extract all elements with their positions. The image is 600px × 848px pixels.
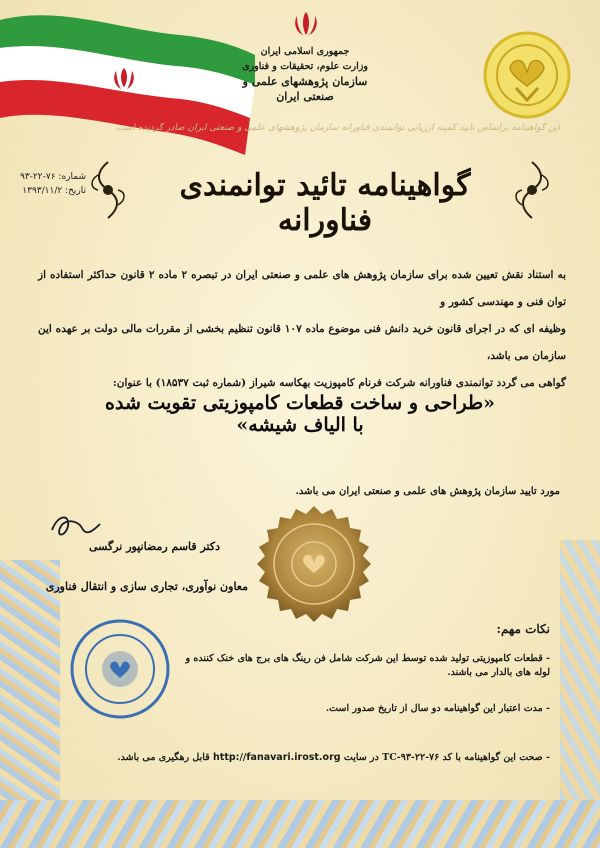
certificate-meta	[6, 170, 86, 198]
signer-title: معاون نوآوری، تجاری سازی و انتقال فناوری	[45, 580, 248, 593]
approval-statement: مورد تایید سازمان پژوهش های علمی و صنعتی ایران می باشد.	[295, 486, 560, 497]
note-item: - قطعات کامپوزیتی تولید شده توسط این شرکت شامل فن رینگ های برج های خنک کننده و لوله های بالدار می باشند.	[185, 653, 550, 678]
body-paragraph-1: به استناد نقش تعیین شده برای سازمان پژوهش های علمی و صنعتی ایران در تبصره ۲ ماده ۲ قانون حداکثر استفاده از توان فنی و مهندسی کشور و	[38, 269, 567, 308]
verification-note	[117, 752, 550, 763]
notes-heading: نکات مهم:	[496, 622, 550, 636]
organization-name: سازمان پژوهشهای علمی و صنعتی ایران	[242, 75, 368, 103]
certificate-number: شماره: ۷۶-۲۲-۹۳	[20, 172, 86, 182]
official-stamp-icon	[60, 614, 180, 724]
note-item: - مدت اعتبار این گواهینامه دو سال از تاریخ صدور است.	[325, 703, 550, 714]
body-paragraph-2: وظیفه ای که در اجرای قانون خرید دانش فنی موضوع ماده ۱۰۷ قانون تنظیم بخشی از مقررات مالی دولت بر عهده این سازمان می باشد،	[38, 323, 566, 362]
ornament-right-icon	[512, 160, 552, 220]
signature-icon	[48, 510, 108, 544]
national-emblem-icon	[292, 10, 320, 38]
ministry-name: وزارت علوم، تحقیقات و فناوری	[242, 61, 368, 72]
marbled-border-bottom	[0, 800, 600, 848]
verification-prefix: - صحت این گواهینامه با کد	[442, 752, 550, 763]
signer-name: دکتر قاسم رمضانپور نرگسی	[89, 540, 220, 553]
certificate-body	[38, 262, 566, 397]
verification-url-link[interactable]: http://fanavari.irost.org	[213, 752, 341, 763]
irost-logo-icon	[482, 30, 572, 120]
watermark-text: این گواهینامه براساس تایید کمیته ارزیابی توانمندی فناورانه سازمان پژوهشهای علمی و صنعتی ایران صادر گردیده است	[116, 123, 560, 133]
project-title: «طراحی و ساخت قطعات کامپوزیتی تقویت شده با الیاف شیشه»	[105, 392, 495, 436]
iran-flag-icon	[0, 0, 260, 170]
gold-seal-icon	[248, 498, 380, 630]
verification-suffix: قابل رهگیری می باشد.	[117, 752, 210, 763]
verification-middle: در سایت	[343, 752, 379, 763]
certificate-title: گواهینامه تائید توانمندی فناورانه	[179, 168, 471, 238]
certificate-date: تاریخ: ۱۳۹۳/۱۱/۲	[22, 186, 86, 196]
ornament-left-icon	[88, 160, 128, 220]
verification-code: TC-۹۳-۲۲-۷۶	[382, 752, 440, 763]
republic-name: جمهوری اسلامی ایران	[260, 46, 350, 57]
ministry-header	[230, 44, 380, 104]
important-notes	[170, 622, 550, 738]
body-paragraph-3: گواهی می گردد توانمندی فناورانه شرکت فرنام کامپوزیت بهکاسه شیراز (شماره ثبت ۱۸۵۳۷) با عنوان:	[112, 377, 566, 389]
